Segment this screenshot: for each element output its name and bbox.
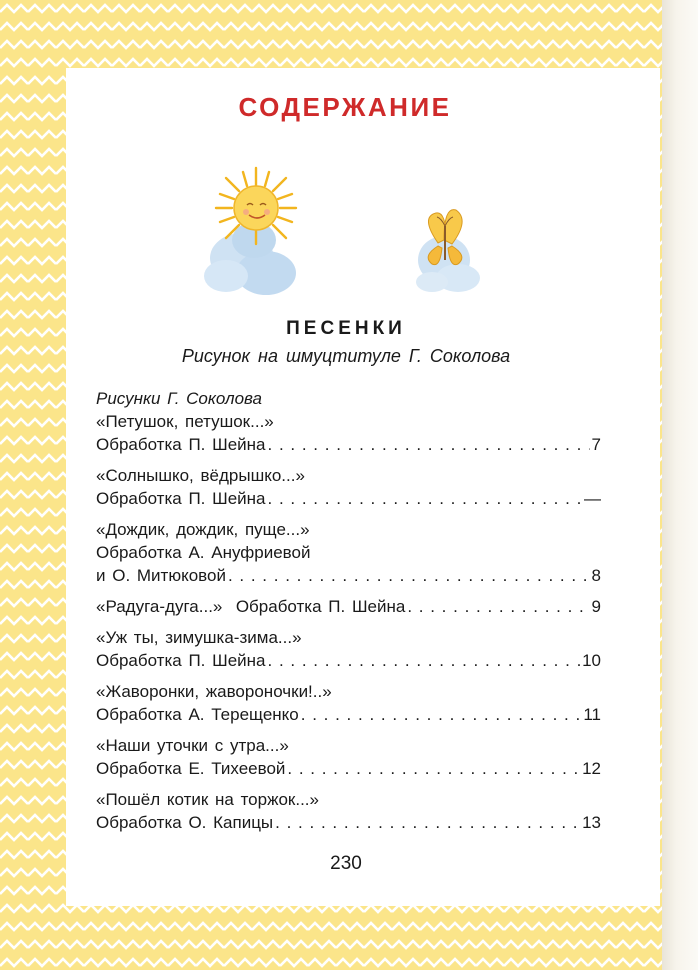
- entry-author-cont: и О. Митюковой: [96, 566, 226, 585]
- entry-title: «Наши уточки с утра...»: [96, 736, 289, 755]
- dot-leader: [228, 564, 590, 587]
- section-subtitle: Рисунок на шмуцтитуле Г. Соколова: [181, 346, 511, 366]
- entry-author: Обработка Е. Тихеевой: [96, 759, 286, 778]
- toc-entry[interactable]: [96, 410, 601, 456]
- entry-page: 7: [591, 435, 601, 454]
- dot-leader: [268, 487, 582, 510]
- table-of-contents: [96, 388, 601, 842]
- entry-author: Обработка П. Шейна: [96, 489, 266, 508]
- entry-title: «Солнышко, вёдрышко...»: [96, 466, 305, 485]
- butterfly-icon: [428, 210, 462, 265]
- entry-page: 10: [582, 651, 601, 670]
- entry-author-line: [96, 703, 601, 726]
- toc-entry[interactable]: [96, 595, 601, 618]
- entry-title: «Уж ты, зимушка-зима...»: [96, 628, 302, 647]
- contents-page: [66, 68, 660, 906]
- toc-entry[interactable]: [96, 626, 601, 672]
- illustrations-credit: Рисунки Г. Соколова: [96, 389, 262, 408]
- dot-leader: [301, 703, 582, 726]
- entry-title: «Петушок, петушок...»: [96, 412, 274, 431]
- entry-author-line: [96, 811, 601, 834]
- toc-entry[interactable]: [96, 734, 601, 780]
- entry-author: Обработка А. Ануфриевой: [96, 543, 311, 562]
- entry-author: Обработка П. Шейна: [96, 435, 266, 454]
- entry-page: —: [584, 489, 601, 508]
- entry-author-line: [96, 564, 601, 587]
- entry-author-line: [96, 649, 601, 672]
- entry-page: 9: [591, 597, 601, 616]
- entry-author: Обработка П. Шейна: [235, 597, 406, 616]
- entry-author: Обработка А. Терещенко: [96, 705, 299, 724]
- entry-author-line: [96, 433, 601, 456]
- illustration: [66, 68, 660, 328]
- dot-leader: [268, 433, 590, 456]
- entry-title: «Жаворонки, жавороночки!..»: [96, 682, 332, 701]
- page-heading: СОДЕРЖАНИЕ: [238, 92, 452, 122]
- dot-leader: [275, 811, 580, 834]
- entry-author-line: [96, 595, 601, 618]
- entry-author: Обработка П. Шейна: [96, 651, 266, 670]
- next-page-edge: [662, 0, 698, 970]
- entry-author-line: [96, 757, 601, 780]
- dot-leader: [268, 649, 581, 672]
- entry-author: Обработка О. Капицы: [96, 813, 274, 832]
- toc-entry[interactable]: [96, 788, 601, 834]
- dot-leader: [287, 757, 580, 780]
- entry-author-line: [96, 487, 601, 510]
- toc-entry[interactable]: [96, 464, 601, 510]
- entry-page: 13: [582, 813, 601, 832]
- entry-page: 11: [583, 705, 601, 724]
- cloud-right-icon: [416, 236, 480, 292]
- entry-title: «Пошёл котик на торжок...»: [96, 790, 319, 809]
- entry-page: 8: [591, 566, 601, 585]
- sun-icon: [216, 168, 296, 244]
- entry-page: 12: [582, 759, 601, 778]
- toc-entry[interactable]: [96, 518, 601, 587]
- page-number: 230: [330, 853, 362, 874]
- dot-leader: [407, 595, 589, 618]
- toc-entry[interactable]: [96, 680, 601, 726]
- section-title: ПЕСЕНКИ: [286, 318, 406, 339]
- entry-title: «Дождик, дождик, пуще...»: [96, 520, 310, 539]
- entry-title: «Радуга-дуга...»: [96, 597, 223, 616]
